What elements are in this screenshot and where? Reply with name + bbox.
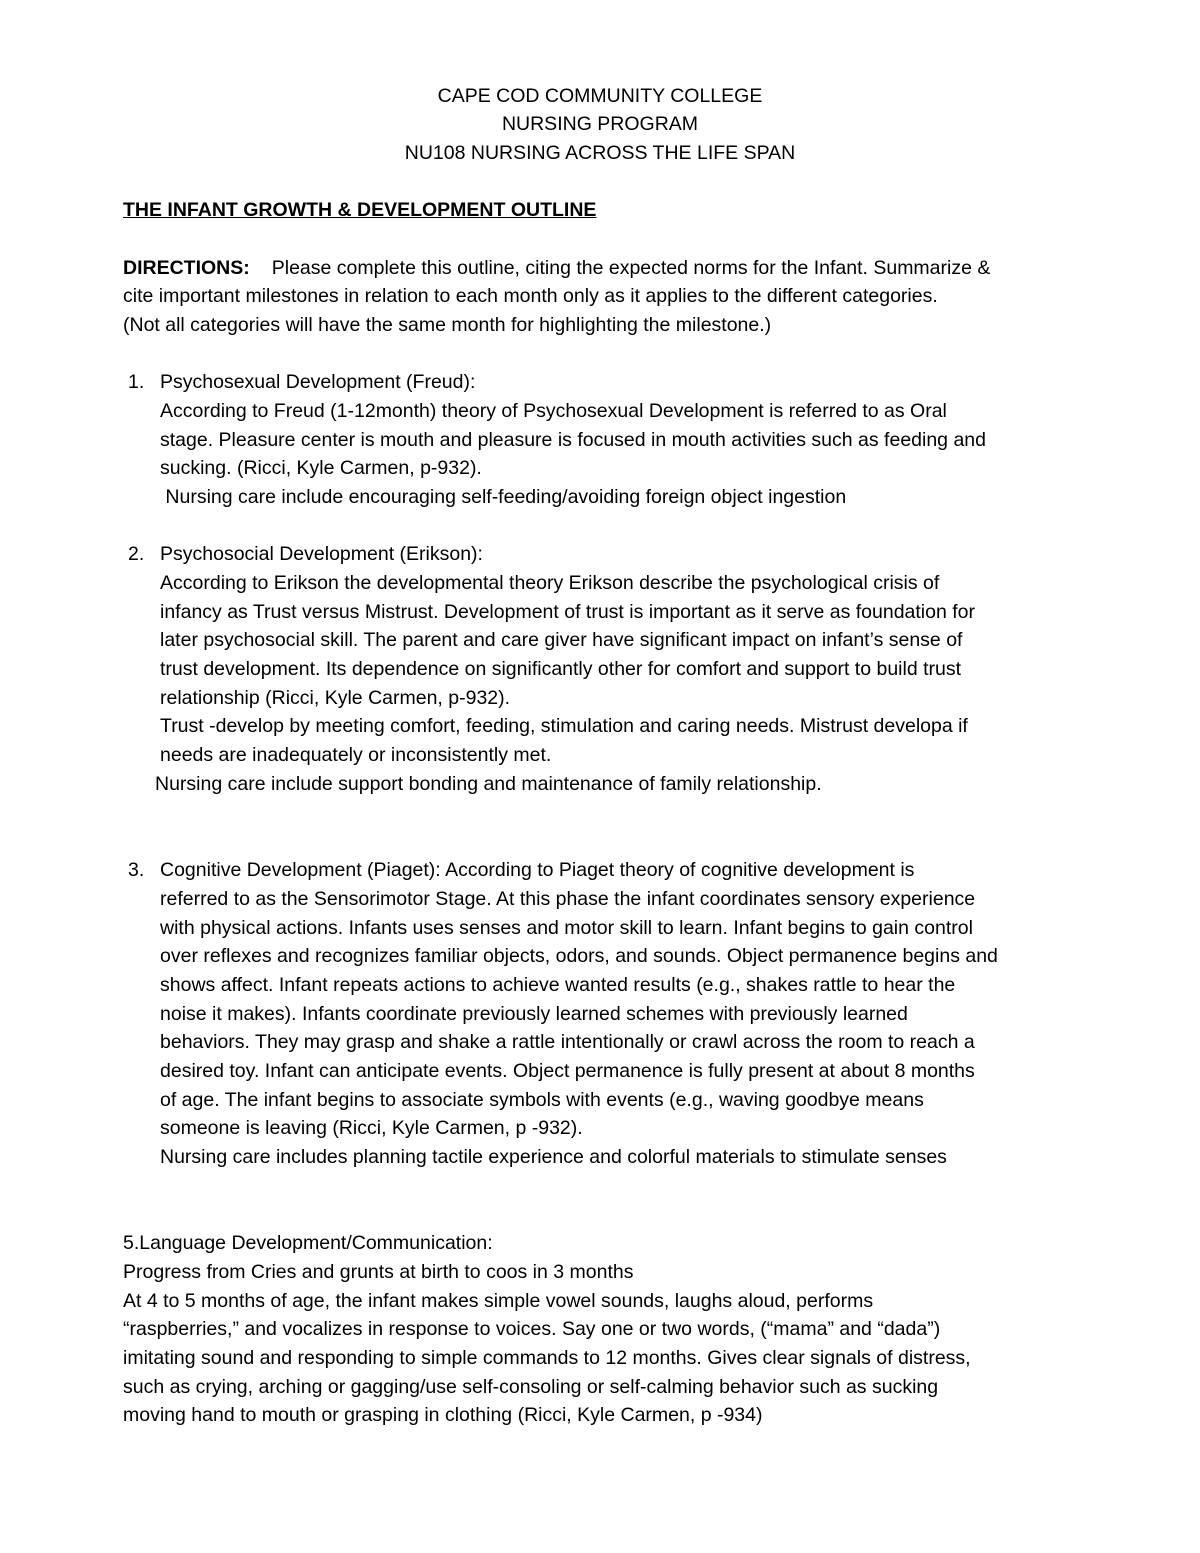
section-3-line: with physical actions. Infants uses senses and motor skill to learn. Infant begins to gain control — [160, 917, 973, 939]
section-1-title: Psychosexual Development (Freud): — [160, 371, 476, 393]
section-3-first-line — [160, 856, 914, 885]
directions-text: Please complete this outline, citing the expected norms for the Infant. Summarize & — [271, 257, 991, 279]
section-3-line: behaviors. They may grasp and shake a rattle intentionally or crawl across the room to reach a — [160, 1031, 975, 1053]
section-1-line: According to Freud (1-12month) theory of Psychosexual Development is referred to as Oral — [160, 400, 947, 422]
section-3-line: someone is leaving (Ricci, Kyle Carmen, p -932). — [160, 1117, 583, 1139]
section-5-heading — [123, 1229, 493, 1258]
section-5-line: moving hand to mouth or grasping in clothing (Ricci, Kyle Carmen, p -934) — [123, 1404, 763, 1426]
directions-line-3: (Not all categories will have the same month for highlighting the milestone.) — [123, 314, 772, 336]
section-3-line: Nursing care includes planning tactile experience and colorful materials to stimulate senses — [160, 1146, 947, 1168]
college-name: CAPE COD COMMUNITY COLLEGE — [437, 85, 763, 107]
section-3-line: referred to as the Sensorimotor Stage. At this phase the infant coordinates sensory experience — [160, 888, 976, 910]
section-2-line: Nursing care include support bonding and maintenance of family relationship. — [155, 773, 822, 795]
section-1-line: stage. Pleasure center is mouth and pleasure is focused in mouth activities such as feeding and — [160, 429, 986, 451]
section-5-line: Progress from Cries and grunts at birth to coos in 3 months — [123, 1261, 634, 1283]
program-name: NURSING PROGRAM — [501, 113, 699, 135]
section-5-number: 5. — [123, 1232, 140, 1254]
section-2-line: According to Erikson the developmental theory Erikson describe the psychological crisis of — [160, 572, 940, 594]
section-1-number: 1. — [128, 371, 145, 393]
section-3-first-line-rest: According to Piaget theory of cognitive development is — [445, 859, 915, 881]
directions-label: DIRECTIONS: — [123, 257, 250, 279]
section-2-line: trust development. Its dependence on significantly other for comfort and support to build trust — [160, 658, 962, 680]
section-2-line: infancy as Trust versus Mistrust. Development of trust is important as it serve as foundation for — [160, 601, 976, 623]
section-2-line: relationship (Ricci, Kyle Carmen, p-932). — [160, 687, 511, 709]
section-2-number: 2. — [128, 543, 145, 565]
section-5-line: such as crying, arching or gagging/use self-consoling or self-calming behavior such as sucking — [123, 1376, 939, 1398]
section-5-line: At 4 to 5 months of age, the infant makes simple vowel sounds, laughs aloud, performs — [123, 1290, 874, 1312]
section-3-title: Cognitive Development (Piaget): — [160, 859, 441, 881]
section-2-line: Trust -develop by meeting comfort, feeding, stimulation and caring needs. Mistrust developa if — [160, 715, 968, 737]
section-5-line: imitating sound and responding to simple commands to 12 months. Gives clear signals of distress, — [123, 1347, 971, 1369]
section-1-line: Nursing care include encouraging self-feeding/avoiding foreign object ingestion — [160, 486, 847, 508]
section-3-line: of age. The infant begins to associate symbols with events (e.g., waving goodbye means — [160, 1089, 924, 1111]
section-2-title: Psychosocial Development (Erikson): — [160, 543, 483, 565]
course-name: NU108 NURSING ACROSS THE LIFE SPAN — [404, 142, 796, 164]
section-2-line: later psychosocial skill. The parent and care giver have significant impact on infant’s sense of — [160, 629, 963, 651]
section-3-line: shows affect. Infant repeats actions to achieve wanted results (e.g., shakes rattle to hear the — [160, 974, 956, 996]
section-1-line: sucking. (Ricci, Kyle Carmen, p-932). — [160, 457, 482, 479]
section-5-title: Language Development/Communication: — [139, 1232, 493, 1254]
section-3-line: desired toy. Infant can anticipate events. Object permanence is fully present at about 8 months — [160, 1060, 975, 1082]
directions-line-1 — [123, 254, 990, 283]
section-5-line: “raspberries,” and vocalizes in response to voices. Say one or two words, (“mama” and “dada”) — [123, 1318, 941, 1340]
outline-title: THE INFANT GROWTH & DEVELOPMENT OUTLINE — [123, 199, 597, 221]
section-3-line: over reflexes and recognizes familiar objects, odors, and sounds. Object permanence begins and — [160, 945, 998, 967]
section-2-line: needs are inadequately or inconsistently met. — [160, 744, 552, 766]
directions-line-2: cite important milestones in relation to each month only as it applies to the different categories. — [123, 285, 938, 307]
section-3-number: 3. — [128, 859, 145, 881]
section-3-line: noise it makes). Infants coordinate previously learned schemes with previously learned — [160, 1003, 908, 1025]
